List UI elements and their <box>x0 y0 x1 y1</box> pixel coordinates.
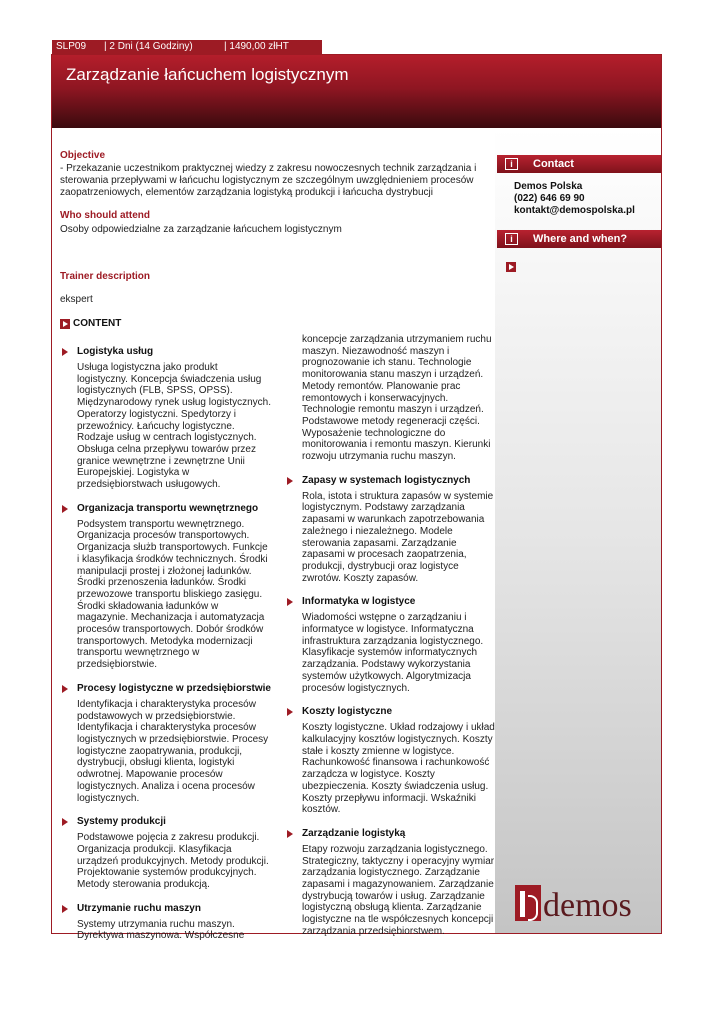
text-line: stałe i koszty zmienne w logistyce. <box>302 745 455 757</box>
trainer-text: ekspert <box>60 294 93 305</box>
demos-logo-mark <box>515 885 541 921</box>
company-name: Demos Polska <box>514 181 583 192</box>
text-line: przewozowe transportu bliskiego zasięgu. <box>77 588 263 600</box>
info-icon: i <box>505 158 518 170</box>
text-line: monitorowania stanu maszyn i urządzeń. <box>302 369 484 381</box>
text-line: Metody sterowania produkcją. <box>77 879 210 891</box>
text-line: kalkulacyjny kosztów logistycznych. Koszty <box>302 733 493 745</box>
page-title: Zarządzanie łańcuchem logistycznym <box>66 65 349 84</box>
text-line: Podstawowe metody regeneracji części. <box>302 415 480 427</box>
text-line: Identyfikacja i charakterystyka procesów <box>77 722 256 734</box>
text-line: transportu wewnętrznego w <box>77 647 200 659</box>
objective-title: Objective <box>60 150 106 161</box>
text-line: logistyczne zaopatrywania, produkcji, <box>77 745 243 757</box>
text-line: Organizacja produkcji. Klasyfikacja <box>77 843 232 855</box>
text-line: Systemy utrzymania ruchu maszyn. <box>77 918 235 930</box>
text-line: remontowych i konserwacyjnych. <box>302 392 449 404</box>
course-info-bar <box>52 40 322 54</box>
objective-text <box>60 163 476 199</box>
text-line: Etapy rozwoju zarządzania logistycznego. <box>302 843 488 855</box>
course-duration: | 2 Dni (14 Godziny) <box>104 41 193 52</box>
content-item-text <box>60 699 280 804</box>
text-line: Dyrektywa maszynowa. Współczesne <box>77 930 245 942</box>
text-line: zapasami w warunkach zapotrzebowania <box>302 514 485 526</box>
text-line: Koszty przepływu informacji. Wskaźniki <box>302 792 476 804</box>
text-line: Rola, istota i struktura zapasów w systemie <box>302 490 494 502</box>
text-line: Obsługa celna przepływu towarów przez <box>77 443 256 455</box>
text-line: odwrotnej. Mapowanie procesów <box>77 769 223 781</box>
text-line: Operatorzy logistyczni. Spedytorzy i <box>77 408 236 420</box>
text-line: logistycznych. <box>77 792 140 804</box>
text-line: Rodzaje usług w centrach logistycznych. <box>77 432 257 444</box>
where-when-title: Where and when? <box>533 233 628 245</box>
text-line: Europejskiej. Logistyka w <box>77 467 190 479</box>
text-line: rozwoju utrzymania ruchu maszyn. <box>302 451 456 463</box>
contact-title: Contact <box>533 158 574 170</box>
text-line: Projektowanie systemów produkcyjnych. <box>77 867 257 879</box>
text-line: maszyn. Niezawodność maszyn i <box>302 345 450 357</box>
text-line: Strategiczny, taktyczny i operacyjny wymiar <box>302 855 495 867</box>
text-line: logistyczny. Koncepcja świadczenia usług <box>77 373 262 385</box>
content-right-column <box>285 334 495 950</box>
content-title: CONTENT <box>73 318 122 329</box>
text-line: zarządzania. Podstawy wykorzystania <box>302 659 471 671</box>
title-banner <box>52 55 661 128</box>
text-line: ubezpieczenia. Koszty świadczenia usług. <box>302 780 489 792</box>
text-line: koncepcje zarządzania utrzymaniem ruchu <box>302 334 492 345</box>
content-item-text <box>285 612 495 694</box>
content-item-text <box>285 722 495 816</box>
text-line: logistycznym. Podstawy zarządzania <box>302 502 465 514</box>
text-line: zwrotów. Koszty zapasów. <box>302 572 419 584</box>
arrow-right-icon <box>60 319 70 329</box>
text-line: Organizacja służb transportowych. Funkcje <box>77 542 268 554</box>
text-line: logistycznych w przedsiębiorstwie. Procesy <box>77 733 269 745</box>
text-line: granice wewnętrzne i zewnętrzne Unii <box>77 455 245 467</box>
objective-line: - Przekazanie uczestnikom praktycznej wiedzy z zakresu nowoczesnych technik zarządzania i <box>60 163 477 174</box>
text-line: logistycznych. Analiza i ocena procesów <box>77 780 255 792</box>
content-item-text <box>285 491 495 585</box>
text-line: podstawowych w przedsiębiorstwie. <box>77 710 236 722</box>
text-line: Rachunkowość finansowa i rachunkowość <box>302 757 490 769</box>
content-item-text <box>285 844 495 938</box>
content-item-title: Informatyka w logistyce <box>285 596 495 607</box>
text-line: Wiadomości wstępne o zarządzaniu i <box>302 612 467 624</box>
text-line: sterowania zapasami. Zarządzanie <box>302 537 457 549</box>
text-line: dystrybucją towarów i usług. Zarządzanie <box>302 890 485 902</box>
text-line: infrastruktura zarządzania logistycznego. <box>302 635 484 647</box>
arrow-right-icon[interactable] <box>506 262 516 272</box>
text-line: produkcji, dystrybucji oraz logistyce <box>302 560 459 572</box>
text-line: dystrybucji, obsługi klienta, logistyki <box>77 757 235 769</box>
content-left-column <box>60 346 280 954</box>
text-line: Identyfikacja i charakterystyka procesów <box>77 698 256 710</box>
text-line: systemów użytkowych. Algorytmizacja <box>302 670 471 682</box>
content-item-title: Procesy logistyczne w przedsiębiorstwie <box>60 683 280 694</box>
text-line: logistyczną obsługą klienta. Zarządzanie <box>302 902 482 914</box>
content-item-title: Koszty logistyczne <box>285 706 495 717</box>
text-line: Podsystem transportu wewnętrznego. <box>77 518 245 530</box>
course-code: SLP09 <box>56 41 87 52</box>
text-line: Wyposażenie technologiczne do <box>302 427 446 439</box>
content-item-text <box>60 919 280 942</box>
text-line: logistyczne na tle współczesnych koncepcji <box>302 914 494 926</box>
phone-number[interactable]: (022) 646 69 90 <box>514 193 585 204</box>
text-line: zarządzania przedsiębiorstwem. <box>302 925 445 937</box>
content-item-text <box>60 832 280 891</box>
text-line: Metody remontów. Planowanie prac <box>302 380 461 392</box>
text-line: logistycznych (FLB, SPSS, OPSS). <box>77 385 233 397</box>
logo-text: demos <box>543 887 632 924</box>
content-continuation-text <box>285 334 495 463</box>
text-line: urządzeń produkcyjnych. Metody produkcji. <box>77 855 269 867</box>
text-line: Środki składowania ładunków w <box>77 600 219 612</box>
text-line: magazynie. Mechanizacja i automatyzacja <box>77 612 265 624</box>
text-line: przedsiębiorstwach usługowych. <box>77 479 221 491</box>
text-line: zapasami i magazynowaniem. Zarządzanie <box>302 879 494 891</box>
text-line: prognozowanie ich stanu. Technologie <box>302 357 472 369</box>
content-item-title: Zarządzanie logistyką <box>285 828 495 839</box>
where-when-header[interactable] <box>497 230 661 248</box>
text-line: zarządzania logistycznego. Zarządzanie <box>302 867 480 879</box>
text-line: procesów logistycznych. <box>302 682 410 694</box>
text-line: Organizacja procesów transportowych. <box>77 530 250 542</box>
content-item-title: Utrzymanie ruchu maszyn <box>60 903 280 914</box>
objective-line: zaopatrzeniowych, elementów zarządzania logistyką produkcji i łańcucha dystrybucji <box>60 187 433 198</box>
email-address[interactable]: kontakt@demospolska.pl <box>514 205 635 216</box>
contact-details <box>514 181 635 217</box>
text-line: informatyce w logistyce. Informatyczna <box>302 624 474 636</box>
audience-title: Who should attend <box>60 210 150 221</box>
content-heading <box>60 318 121 329</box>
content-item-title: Systemy produkcji <box>60 816 280 827</box>
text-line: przewoźnicy. Łańcuchy logistyczne. <box>77 420 235 432</box>
objective-line: sterowania przepływami w łańcuchu logistycznym ze szczególnym uwzględnieniem procesów <box>60 175 474 186</box>
content-item-title: Logistyka usług <box>60 346 280 357</box>
audience-text: Osoby odpowiedzialne za zarządzanie łańcuchem logistycznym <box>60 224 342 235</box>
course-price: | 1490,00 złHT <box>224 41 289 52</box>
trainer-title: Trainer description <box>60 271 151 282</box>
demos-logo <box>515 885 632 924</box>
content-item-title: Zapasy w systemach logistycznych <box>285 475 495 486</box>
text-line: Technologie remontu maszyn i urządzeń. <box>302 404 484 416</box>
sidebar <box>495 128 661 933</box>
contact-header <box>497 155 661 173</box>
info-icon: i <box>505 233 518 245</box>
text-line: manipulacji prostej i złożonej ładunków. <box>77 565 252 577</box>
text-line: Podstawowe pojęcia z zakresu produkcji. <box>77 832 260 844</box>
content-item-text <box>60 362 280 491</box>
text-line: Klasyfikacje systemów informatycznych <box>302 647 478 659</box>
text-line: monitorowania i remontu maszyn. Kierunki <box>302 439 491 451</box>
text-line: zarządcza w logistyce. Koszty <box>302 769 435 781</box>
text-line: procesów transportowych. Dobór środków <box>77 624 264 636</box>
text-line: przedsiębiorstwie. <box>77 659 158 671</box>
text-line: Środki przenoszenia ładunków. Środki <box>77 577 246 589</box>
text-line: zapasami w procesach zaopatrzenia, <box>302 549 467 561</box>
text-line: Koszty logistyczne. Układ rodzajowy i układ <box>302 722 495 734</box>
text-line: i klasyfikacja środków technicznych. Środki <box>77 553 268 565</box>
text-line: zależnego i niezależnego. Modele <box>302 525 453 537</box>
text-line: Międzynarodowy rynek usług logistycznych. <box>77 397 271 409</box>
text-line: transportowych. Metodyka modernizacji <box>77 635 253 647</box>
text-line: kosztów. <box>302 804 341 816</box>
content-item-text <box>60 519 280 671</box>
content-item-title: Organizacja transportu wewnętrznego <box>60 503 280 514</box>
text-line: Usługa logistyczna jako produkt <box>77 362 218 373</box>
